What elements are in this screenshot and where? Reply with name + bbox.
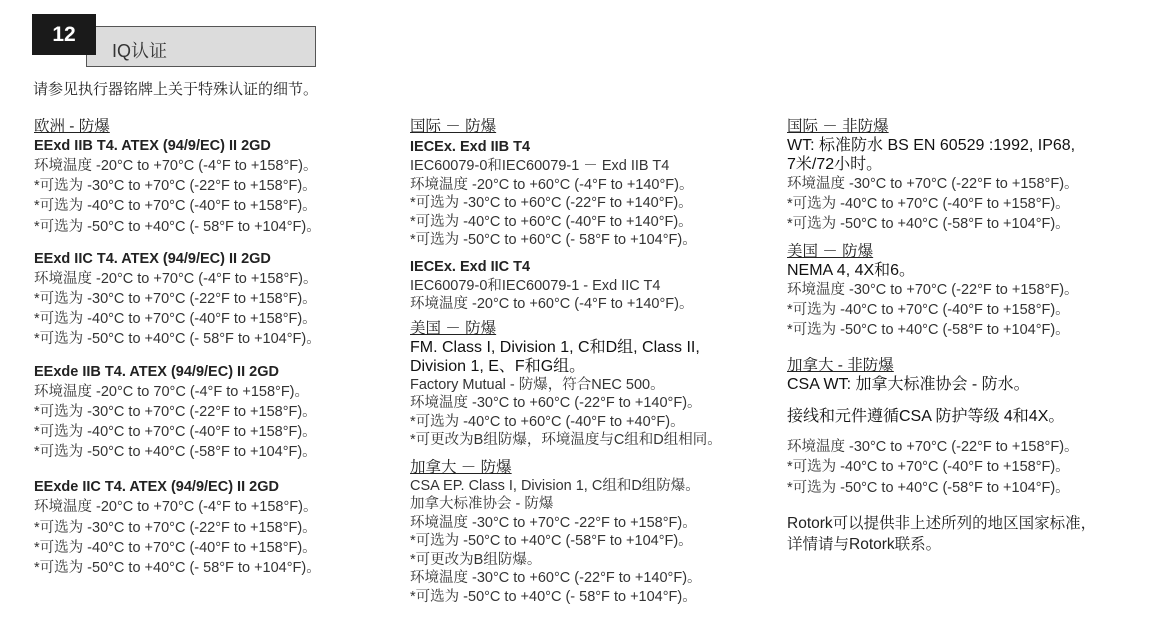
spec-line: *可选为 -50°C to +60°C (- 58°F to +104°F)。	[410, 232, 697, 248]
spec-line: *可选为 -50°C to +40°C (- 58°F to +104°F)。	[34, 331, 321, 348]
csa-wt-text: CSA WT: 加拿大标准协会 - 防水。	[787, 376, 1030, 394]
block-title: EExde IIC T4. ATEX (94/9/EC) II 2GD	[34, 479, 279, 496]
spec-line: *可选为 -40°C to +60°C (-40°F to +140°F)。	[410, 213, 693, 230]
spec-line: *可选为 -30°C to +60°C (-22°F to +140°F)。	[410, 195, 693, 211]
closing-note: Rotork可以提供非上述所列的地区国家标准，详情请与Rotork联系。	[787, 514, 1097, 553]
column-europe	[34, 117, 394, 578]
spec-line: IEC60079-0和IEC60079-1 － Exd IIB T4	[410, 158, 670, 174]
spec-line: *可选为 -50°C to +40°C (-58°F to +104°F)。	[34, 444, 317, 461]
block-title: EExd IIC T4. ATEX (94/9/EC) II 2GD	[34, 250, 271, 267]
column-non-explosionproof	[787, 117, 1162, 555]
nema-text: NEMA 4, 4X和6。	[787, 261, 916, 279]
spec-line: 环境温度 -20°C to 70°C (-4°F to +158°F)。	[34, 383, 310, 400]
spec-line: 环境温度 -30°C to +60°C (-22°F to +140°F)。	[410, 570, 702, 586]
csa-wiring-text: 接线和元件遵循CSA 防护等级 4和4X。	[787, 408, 1065, 426]
spec-line: 环境温度 -30°C to +70°C (-22°F to +158°F)。	[787, 176, 1079, 192]
spec-line: *可选为 -30°C to +70°C (-22°F to +158°F)。	[34, 178, 317, 195]
heading-europe-explosionproof: 欧洲 - 防爆	[34, 118, 110, 135]
spec-line: 环境温度 -30°C to +70°C (-22°F to +158°F)。	[787, 439, 1079, 456]
block-title: IECEx. Exd IIC T4	[410, 258, 531, 275]
spec-line: *可选为 -50°C to +40°C (-58°F to +104°F)。	[787, 322, 1070, 339]
spec-line: *可选为 -40°C to +70°C (-40°F to +158°F)。	[34, 424, 317, 441]
spec-line: 环境温度 -30°C to +70°C (-22°F to +158°F)。	[787, 281, 1079, 298]
spec-line: *可选为 -40°C to +70°C (-40°F to +158°F)。	[787, 301, 1070, 318]
block-title: EExde IIB T4. ATEX (94/9/EC) II 2GD	[34, 363, 279, 380]
spec-line: 加拿大标准协会 - 防爆	[410, 496, 554, 512]
spec-line: 环境温度 -20°C to +70°C (-4°F to +158°F)。	[34, 499, 318, 516]
section-number: 12	[32, 14, 96, 55]
spec-line: *可选为 -40°C to +70°C (-40°F to +158°F)。	[34, 539, 317, 556]
heading-canada-explosionproof: 加拿大 － 防爆	[410, 458, 512, 476]
spec-line: *可更改为B组防爆，环境温度与C组和D组相同。	[410, 432, 722, 448]
spec-line: *可选为 -40°C to +70°C (-40°F to +158°F)。	[787, 459, 1070, 476]
fm-class-text: FM. Class I, Division 1, C和D组, Class II, Division 1, E、F和G组。	[410, 338, 700, 375]
spec-line: *可选为 -50°C to +40°C (-58°F to +104°F)。	[787, 479, 1070, 496]
spec-line: *可选为 -40°C to +70°C (-40°F to +158°F)。	[34, 198, 317, 215]
spec-line: *可选为 -50°C to +40°C (-58°F to +104°F)。	[410, 533, 693, 549]
section-title: IQ认证	[112, 41, 168, 61]
heading-usa-explosionproof: 美国 － 防爆	[787, 242, 874, 260]
spec-line: *可选为 -50°C to +40°C (- 58°F to +104°F)。	[410, 588, 697, 605]
intro-text: 请参见执行器铭牌上关于特殊认证的细节。	[33, 81, 319, 98]
spec-line: *可选为 -30°C to +70°C (-22°F to +158°F)。	[34, 403, 317, 420]
spec-line: *可选为 -40°C to +60°C (-40°F to +40°F)。	[410, 413, 685, 430]
spec-line: 环境温度 -30°C to +60°C (-22°F to +140°F)。	[410, 395, 702, 411]
spec-line: 环境温度 -20°C to +60°C (-4°F to +140°F)。	[410, 176, 694, 193]
spec-line: *可选为 -40°C to +70°C (-40°F to +158°F)。	[787, 196, 1070, 213]
spec-line: 环境温度 -20°C to +70°C (-4°F to +158°F)。	[34, 158, 318, 174]
column-international	[410, 117, 780, 606]
spec-line: *可选为 -50°C to +40°C (- 58°F to +104°F)。	[34, 560, 321, 577]
spec-line: 环境温度 -20°C to +60°C (-4°F to +140°F)。	[410, 296, 694, 312]
spec-line: *可选为 -30°C to +70°C (-22°F to +158°F)。	[34, 519, 317, 536]
heading-international-explosionproof: 国际 － 防爆	[410, 118, 497, 135]
spec-line: IEC60079-0和IEC60079-1 - Exd IIC T4	[410, 277, 661, 294]
spec-line: CSA EP. Class I, Division 1, C组和D组防爆。	[410, 477, 700, 494]
block-title: IECEx. Exd IIB T4	[410, 139, 531, 155]
wt-standard-text: WT: 标准防水 BS EN 60529 :1992, IP68, 7米/72小时。	[787, 137, 1076, 173]
heading-usa-explosionproof: 美国 － 防爆	[410, 319, 497, 337]
spec-line: 环境温度 -30°C to +70°C -22°F to +158°F)。	[410, 514, 697, 531]
spec-line: 环境温度 -20°C to +70°C (-4°F to +158°F)。	[34, 270, 318, 287]
spec-line: *可选为 -30°C to +70°C (-22°F to +158°F)。	[34, 291, 317, 308]
spec-line: *可更改为B组防爆。	[410, 551, 542, 568]
spec-line: *可选为 -50°C to +40°C (-58°F to +104°F)。	[787, 216, 1070, 233]
block-title: EExd IIB T4. ATEX (94/9/EC) II 2GD	[34, 138, 271, 154]
heading-international-non-explosionproof: 国际 － 非防爆	[787, 118, 889, 135]
spec-line: Factory Mutual - 防爆，符合NEC 500。	[410, 376, 665, 393]
heading-canada-non-explosionproof: 加拿大 - 非防爆	[787, 357, 894, 375]
spec-line: *可选为 -40°C to +70°C (-40°F to +158°F)。	[34, 311, 317, 328]
spec-line: *可选为 -50°C to +40°C (- 58°F to +104°F)。	[34, 218, 321, 235]
